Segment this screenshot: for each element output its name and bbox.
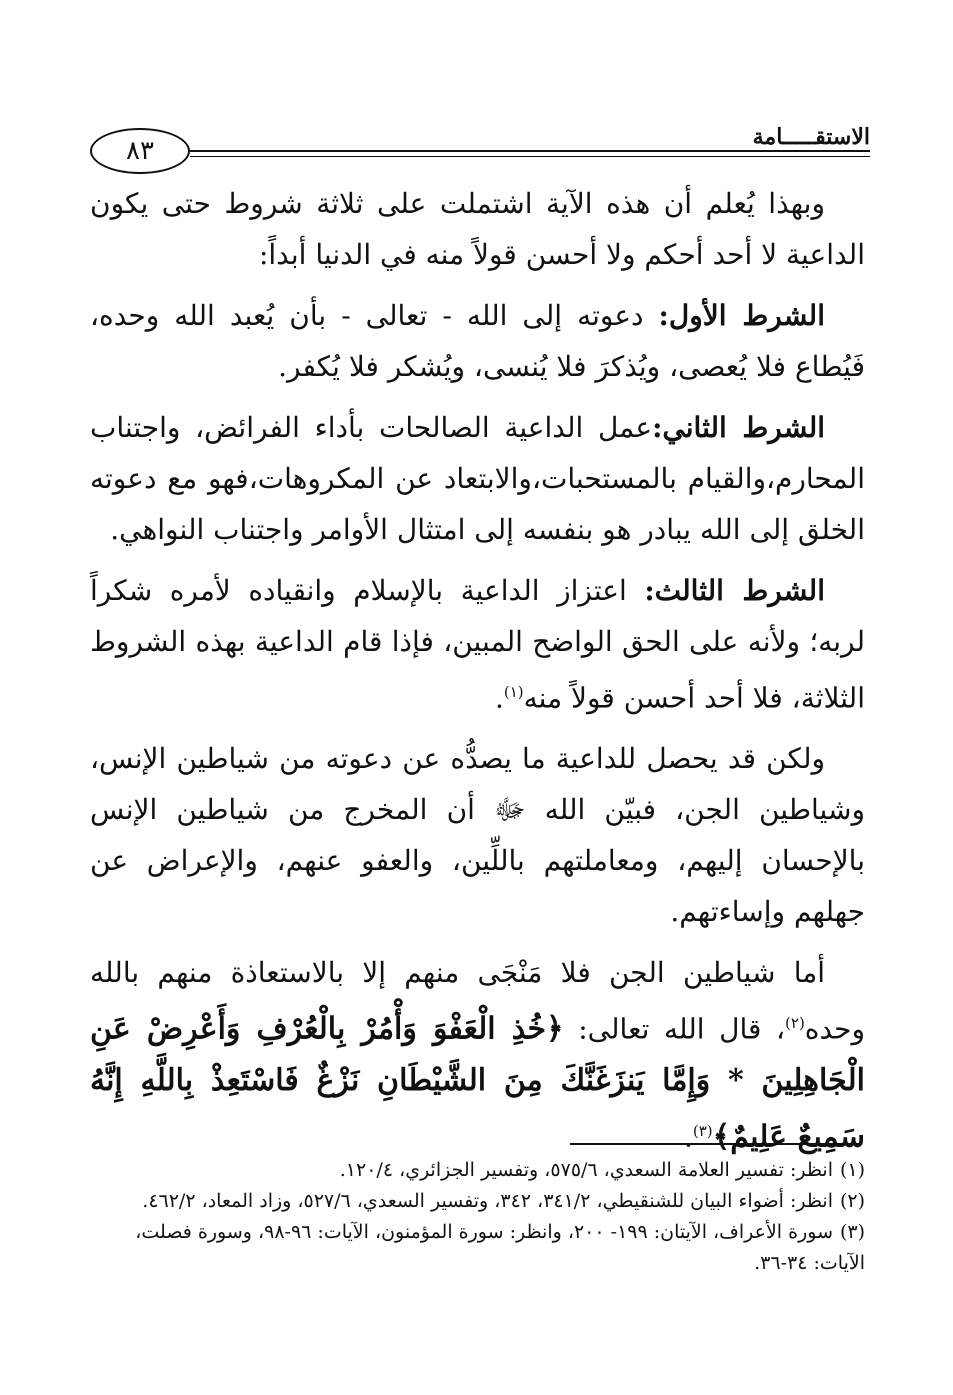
paragraph-text: ولكن قد يحصل للداعية ما يصدُّه عن دعوته من شياطين الإنس، وشياطين الجن، فبيّن الله ﷻ أن المخرج من شياطين الإنس بالإحسان إليهم، ومعاملتهم باللِّين، والعفو عنهم، والإعراض عن جهلهم وإساءتهم. xyxy=(90,742,865,929)
punctuation: . xyxy=(683,1119,693,1153)
footnote-text: سورة الأعراف، الآيتان: ١٩٩- ٢٠٠، وانظر: سورة المؤمنون، الآيات: ٩٦-٩٨، وسورة فصلت، الآيات: ٣٤-٣٦. xyxy=(135,1221,865,1274)
paragraph-text: اعتزاز الداعية بالإسلام وانقياده لأمره شكراً لربه؛ ولأنه على الحق الواضح المبين، فإذا قام الداعية بهذه الشروط الثلاثة، فلا أحد أحسن قولاً منه xyxy=(90,574,865,715)
condition-label: الشرط الثاني: xyxy=(652,411,826,444)
paragraph-intro xyxy=(90,178,865,280)
paragraph-condition-3 xyxy=(90,565,865,723)
paragraph-text: أما شياطين الجن فلا مَنْجَى منهم إلا بالاستعاذة منهم بالله وحده xyxy=(90,956,865,1046)
footnote-number: (١) xyxy=(839,1159,865,1181)
footnote-separator xyxy=(570,1143,860,1145)
footnote-2 xyxy=(90,1186,865,1217)
page-number: ٨٣ xyxy=(126,136,154,166)
footnote-number: (٢) xyxy=(839,1190,865,1212)
footnote-ref: (٣) xyxy=(692,1121,713,1140)
paragraph-devils xyxy=(90,733,865,937)
quran-verse: ﴿خُذِ الْعَفْوَ وَأْمُرْ بِالْعُرْفِ وَأَعْرِضْ عَنِ الْجَاهِلِينَ * وَإِمَّا يَنزَغَنَّكَ مِنَ الشَّيْطَانِ نَزْغٌ فَاسْتَعِذْ بِاللَّهِ إِنَّهُ سَمِيعٌ عَلِيمٌ﴾ xyxy=(90,1011,865,1154)
paragraph-text: ، قال الله تعالى: xyxy=(563,1012,786,1046)
page-number-oval xyxy=(90,128,190,174)
paragraph-jinn xyxy=(90,947,865,1162)
paragraph-text: وبهذا يُعلم أن هذه الآية اشتملت على ثلاثة شروط حتى يكون الداعية لا أحد أحكم ولا أحسن قولاً منه في الدنيا أبداً: xyxy=(90,187,865,271)
footnote-ref: (٢) xyxy=(785,1014,805,1033)
paragraph-text: عمل الداعية الصالحات بأداء الفرائض، واجتناب المحارم،والقيام بالمستحبات،والابتعاد عن المكروهات،فهو مع دعوته الخلق إلى الله يبادر هو بنفسه إلى امتثال الأوامر واجتناب النواهي. xyxy=(90,411,865,546)
footnote-text: انظر: تفسير العلامة السعدي، ٥٧٥/٦، وتفسير الجزائري، ١٢٠/٤. xyxy=(339,1159,833,1181)
footnote-ref: (١) xyxy=(503,683,524,701)
footnote-3 xyxy=(90,1217,865,1279)
header-rule xyxy=(190,150,870,152)
running-title: الاستقـــــامة xyxy=(752,124,870,150)
condition-label: الشرط الأول: xyxy=(658,299,825,332)
footnote-text: انظر: أضواء البيان للشنقيطي، ٣٤١/٢، ٣٤٢، وتفسير السعدي، ٥٢٧/٦، وزاد المعاد، ٤٦٢/٢. xyxy=(142,1190,833,1212)
main-text xyxy=(90,178,865,1162)
footnote-1 xyxy=(90,1155,865,1186)
footnotes xyxy=(90,1155,865,1279)
paragraph-condition-1 xyxy=(90,290,865,392)
punctuation: . xyxy=(494,681,504,715)
footnote-number: (٣) xyxy=(839,1221,865,1243)
header-rule-thin xyxy=(190,156,870,157)
paragraph-condition-2 xyxy=(90,402,865,555)
paragraph-text: دعوته إلى الله - تعالى - بأن يُعبد الله وحده، فَيُطاع فلا يُعصى، ويُذكرَ فلا يُنسى، ويُشكر فلا يُكفر. xyxy=(90,299,865,383)
condition-label: الشرط الثالث: xyxy=(644,574,825,607)
